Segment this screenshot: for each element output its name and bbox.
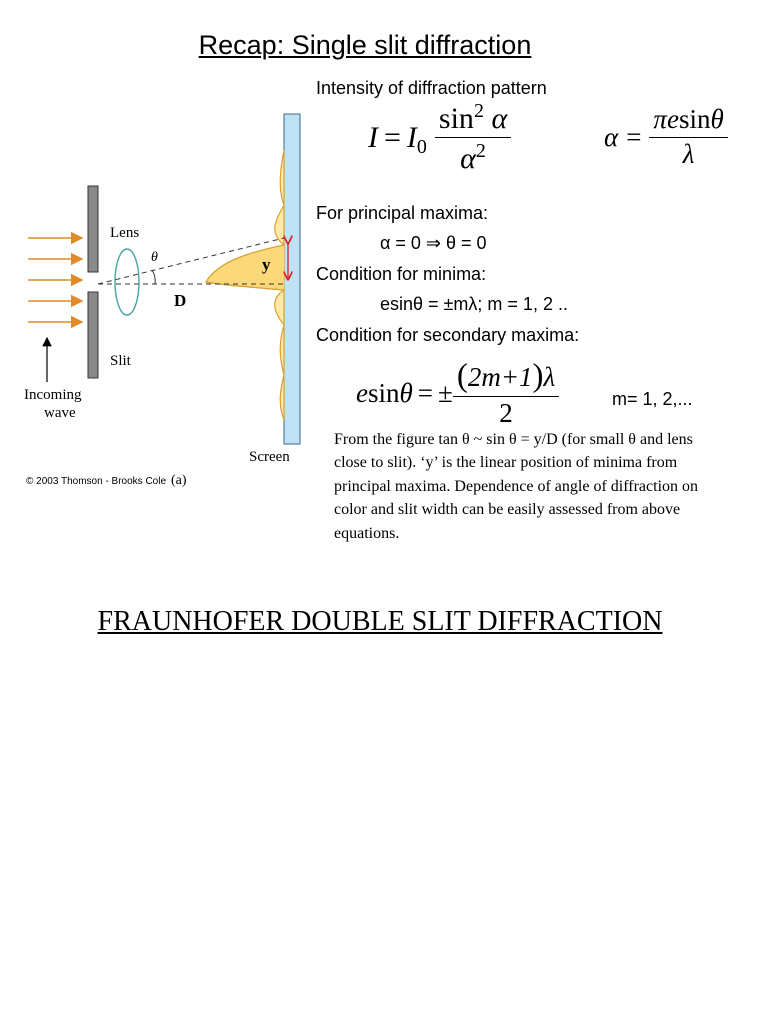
explanation-paragraph: From the figure tan θ ~ sin θ = y/D (for small θ and lens close to slit). ‘y’ is the linear position of minima from principal maxima. Dependence of angle of diffraction on color and slit width can be easily assessed from above equations.: [334, 431, 699, 542]
secondary-paren-close: ): [532, 358, 544, 394]
intensity-i0-subscript: 0: [416, 136, 427, 158]
alpha-denominator: λ: [682, 138, 695, 169]
alpha-fraction: [649, 105, 727, 169]
secondary-fraction: [453, 358, 559, 429]
intensity-i0: I: [406, 120, 417, 154]
intensity-numerator: [435, 100, 511, 138]
alpha-num-theta: θ: [710, 104, 724, 134]
minima-label: Condition for minima:: [316, 264, 487, 284]
panel-label: (a): [171, 473, 187, 488]
alpha-formula: [604, 105, 728, 169]
screen-label: Screen: [249, 449, 290, 465]
central-maximum-icon: [206, 245, 284, 290]
y-label: y: [262, 255, 271, 274]
intensity-formula: [368, 100, 511, 175]
alpha-equals: =: [626, 121, 642, 152]
section-heading: FRAUNHOFER DOUBLE SLIT DIFFRACTION: [97, 606, 663, 637]
intensity-num-var: α: [491, 102, 508, 135]
alpha-num-pi: π: [653, 104, 667, 134]
alpha-num-e: e: [666, 104, 679, 134]
alpha-numerator: [649, 105, 727, 138]
intensity-denominator: [460, 138, 486, 175]
copyright-text: © 2003 Thomson - Brooks Cole: [26, 476, 167, 487]
d-label: D: [174, 291, 187, 310]
alpha-lhs: α: [604, 121, 619, 152]
lens-label: Lens: [110, 225, 140, 241]
slit-barrier-bottom: [88, 292, 98, 378]
alpha-num-fn: sin: [678, 104, 711, 134]
secondary-equals: =: [417, 377, 433, 408]
page-title: Recap: Single slit diffraction: [198, 30, 532, 60]
intensity-heading: Intensity of diffraction pattern: [316, 78, 547, 98]
secondary-e: e: [356, 377, 368, 408]
intensity-den-exp: 2: [475, 140, 486, 162]
minima-equation: esinθ = ±mλ; m = 1, 2 ..: [380, 294, 568, 314]
secondary-plusminus: ±: [438, 377, 453, 408]
intensity-lhs: I: [368, 120, 378, 154]
single-slit-diagram: [0, 110, 310, 490]
secondary-theta: θ: [399, 377, 413, 408]
intensity-den-var: α: [460, 142, 476, 175]
intensity-num-fn: sin: [438, 102, 474, 135]
intensity-num-exp: 2: [473, 100, 484, 122]
secondary-maxima-formula: [356, 358, 559, 429]
secondary-denominator: 2: [499, 398, 513, 429]
intensity-fraction: [435, 100, 511, 175]
secondary-numerator: [453, 358, 559, 397]
lens-icon: [115, 249, 139, 315]
wave-label: wave: [44, 405, 76, 421]
principal-maxima-label: For principal maxima:: [316, 203, 489, 223]
incoming-label: Incoming: [24, 387, 82, 403]
principal-maxima-equation: α = 0 ⇒ θ = 0: [380, 233, 487, 253]
screen-panel: [284, 114, 300, 444]
secondary-inner: 2m+1: [467, 362, 533, 392]
secondary-paren-open: (: [456, 358, 468, 394]
theta-label: θ: [151, 250, 158, 265]
slit-label: Slit: [110, 353, 131, 369]
intensity-equals: =: [384, 120, 401, 154]
slit-barrier-top: [88, 186, 98, 272]
secondary-maxima-label: Condition for secondary maxima:: [316, 325, 580, 345]
secondary-lambda: λ: [543, 362, 556, 392]
theta-arc-icon: [152, 270, 155, 284]
m-values: m= 1, 2,...: [612, 389, 693, 409]
secondary-fn: sin: [367, 377, 400, 408]
